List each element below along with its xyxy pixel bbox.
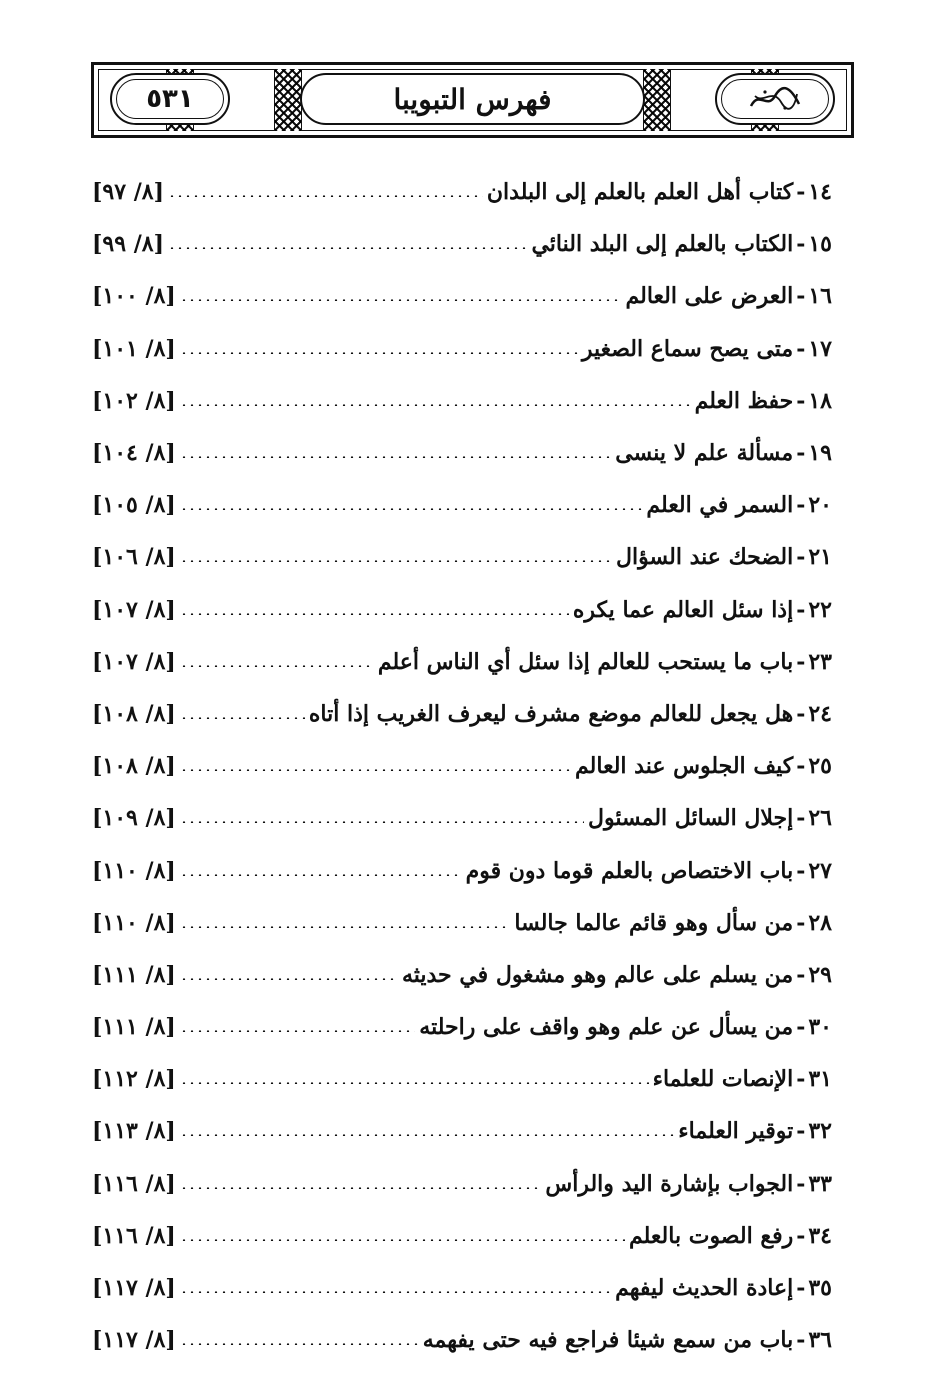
dot-leader: [180, 1030, 415, 1032]
entry-reference: [٨/ ١١٦]: [92, 1222, 176, 1249]
entry-title: رفع الصوت بالعلم: [629, 1222, 794, 1249]
entry-reference: [٨/ ٩٩]: [92, 231, 165, 258]
dot-leader: [180, 926, 511, 928]
dot-leader: [180, 874, 462, 876]
toc-entry: [92, 792, 832, 844]
entry-title: كتاب أهل العلم بالعلم إلى البلدان: [486, 179, 794, 206]
entry-title: باب الاختصاص بالعلم قوما دون قوم: [465, 857, 794, 884]
entry-dash: -: [796, 1222, 806, 1249]
entry-title: الكتاب بالعلم إلى البلد النائي: [531, 231, 794, 258]
entry-reference: [٨/ ١٠٦]: [92, 544, 176, 571]
entry-dash: -: [796, 1014, 806, 1041]
entry-dash: -: [796, 1118, 806, 1145]
entry-reference: [٨/ ١٠٨]: [92, 700, 176, 727]
dot-leader: [180, 508, 643, 510]
dot-leader: [180, 769, 571, 771]
entry-dash: -: [796, 1327, 806, 1354]
entry-reference: [٨/ ١١١]: [92, 1014, 176, 1041]
dot-leader: [180, 821, 584, 823]
entry-reference: [٨/ ١٠١]: [92, 335, 176, 362]
toc-entry: [92, 479, 832, 531]
entry-number: ٣٢: [808, 1118, 832, 1145]
title-cartouche: [300, 73, 645, 125]
entry-dash: -: [796, 1170, 806, 1197]
toc-entry: [92, 427, 832, 479]
entry-title: حفظ العلم: [694, 387, 794, 414]
dot-leader: [180, 456, 611, 458]
entry-reference: [٨/ ١١١]: [92, 961, 176, 988]
entry-dash: -: [796, 961, 806, 988]
dot-leader: [180, 299, 622, 301]
entry-number: ٣٤: [808, 1222, 832, 1249]
entry-dash: -: [796, 231, 806, 258]
entry-reference: [٨/ ١٠٠]: [92, 283, 176, 310]
entry-title: مسألة علم لا ينسى: [615, 440, 794, 467]
entry-title: إجلال السائل المسئول: [588, 805, 794, 832]
entry-number: ٣٠: [808, 1014, 832, 1041]
entry-reference: [٨/ ١١٧]: [92, 1275, 176, 1302]
toc-entry: [92, 897, 832, 949]
toc-entry: [92, 688, 832, 740]
ornament-band-left-inner: [274, 69, 302, 131]
dot-leader: [180, 665, 374, 667]
dot-leader: [168, 247, 527, 249]
entry-number: ١٨: [808, 387, 832, 414]
dot-leader: [180, 1187, 542, 1189]
entry-reference: [٨/ ١١٧]: [92, 1327, 176, 1354]
toc-entry: [92, 270, 832, 322]
entry-title: توقير العلماء: [678, 1118, 794, 1145]
toc-entry: [92, 531, 832, 583]
page-number: ٥٣١: [146, 84, 194, 114]
entry-dash: -: [796, 857, 806, 884]
entry-title: هل يجعل للعالم موضع مشرف ليعرف الغريب إذا أتاه: [308, 700, 794, 727]
entry-reference: [٨/ ١١٢]: [92, 1066, 176, 1093]
entry-dash: -: [796, 335, 806, 362]
entry-title: من سأل وهو قائم عالما جالسا: [514, 909, 794, 936]
entry-number: ١٩: [808, 440, 832, 467]
entry-reference: [٨/ ١١٠]: [92, 909, 176, 936]
entry-number: ٢٠: [808, 492, 832, 519]
entry-number: ٢٧: [808, 857, 832, 884]
entry-number: ٢٣: [808, 648, 832, 675]
entry-dash: -: [796, 1066, 806, 1093]
dot-leader: [180, 613, 569, 615]
entry-reference: [٨/ ١٠٩]: [92, 805, 176, 832]
entry-number: ٣٦: [808, 1327, 832, 1354]
entry-reference: [٨/ ١١٦]: [92, 1170, 176, 1197]
entry-number: ٢٨: [808, 909, 832, 936]
logo-seal: [715, 73, 835, 125]
entry-number: ١٧: [808, 335, 832, 362]
dot-leader: [180, 404, 691, 406]
entry-dash: -: [796, 596, 806, 623]
dot-leader: [180, 352, 578, 354]
entry-title: الإنصات للعلماء: [652, 1066, 794, 1093]
toc-entry: [92, 1210, 832, 1262]
entry-number: ٣٣: [808, 1170, 832, 1197]
dot-leader: [180, 1082, 649, 1084]
toc-entry: [92, 1105, 832, 1157]
entry-title: إذا سئل العالم عما يكره: [572, 596, 794, 623]
entry-reference: [٨/ ١١٠]: [92, 857, 176, 884]
entry-dash: -: [796, 753, 806, 780]
entry-title: باب ما يستحب للعالم إذا سئل أي الناس أعلم: [377, 648, 794, 675]
entry-dash: -: [796, 909, 806, 936]
entry-number: ٣٥: [808, 1275, 832, 1302]
entry-dash: -: [796, 179, 806, 206]
toc-entry: [92, 636, 832, 688]
entry-number: ٣١: [808, 1066, 832, 1093]
entry-dash: -: [796, 387, 806, 414]
dot-leader: [180, 1291, 611, 1293]
calligraphy-seal-icon: [745, 84, 805, 114]
toc-list: [92, 166, 832, 1366]
entry-dash: -: [796, 805, 806, 832]
entry-reference: [٨/ ١٠٧]: [92, 596, 176, 623]
ornament-band-right-inner: [643, 69, 671, 131]
entry-dash: -: [796, 283, 806, 310]
toc-entry: [92, 218, 832, 270]
toc-entry: [92, 844, 832, 896]
toc-entry: [92, 584, 832, 636]
entry-reference: [٨/ ١٠٥]: [92, 492, 176, 519]
entry-reference: [٨/ ١٠٢]: [92, 387, 176, 414]
toc-entry: [92, 740, 832, 792]
dot-leader: [180, 1343, 419, 1345]
toc-entry: [92, 166, 832, 218]
entry-number: ٢٦: [808, 805, 832, 832]
entry-dash: -: [796, 648, 806, 675]
entry-reference: [٨/ ١١٣]: [92, 1118, 176, 1145]
entry-reference: [٨/ ١٠٤]: [92, 440, 176, 467]
entry-reference: [٨/ ٩٧]: [92, 179, 165, 206]
entry-title: من يسلم على عالم وهو مشغول في حديثه: [401, 961, 794, 988]
page-number-seal: [110, 73, 230, 125]
toc-entry: [92, 375, 832, 427]
entry-number: ٢٤: [808, 700, 832, 727]
toc-entry: [92, 1314, 832, 1366]
entry-title: الضحك عند السؤال: [616, 544, 794, 571]
toc-entry: [92, 1262, 832, 1314]
entry-number: ١٤: [808, 179, 832, 206]
entry-reference: [٨/ ١٠٨]: [92, 753, 176, 780]
dot-leader: [180, 560, 612, 562]
entry-reference: [٨/ ١٠٧]: [92, 648, 176, 675]
toc-entry: [92, 323, 832, 375]
page-title: فهرس التبويبا: [393, 82, 552, 116]
entry-title: إعادة الحديث ليفهم: [615, 1275, 794, 1302]
page-header: [91, 62, 854, 138]
entry-number: ٢٥: [808, 753, 832, 780]
toc-entry: [92, 1053, 832, 1105]
entry-number: ١٦: [808, 283, 832, 310]
dot-leader: [168, 195, 483, 197]
entry-title: الجواب بإشارة اليد والرأس: [545, 1170, 794, 1197]
entry-number: ٢١: [808, 544, 832, 571]
toc-entry: [92, 1158, 832, 1210]
toc-entry: [92, 949, 832, 1001]
entry-dash: -: [796, 544, 806, 571]
entry-title: من يسأل عن علم وهو واقف على راحلته: [419, 1014, 794, 1041]
dot-leader: [180, 717, 305, 719]
entry-title: العرض على العالم: [625, 283, 794, 310]
entry-title: باب من سمع شيئا فراجع فيه حتى يفهمه: [422, 1327, 794, 1354]
entry-title: كيف الجلوس عند العالم: [575, 753, 794, 780]
dot-leader: [180, 978, 398, 980]
toc-entry: [92, 1001, 832, 1053]
dot-leader: [180, 1239, 625, 1241]
entry-title: السمر في العلم: [646, 492, 794, 519]
entry-number: ٢٩: [808, 961, 832, 988]
entry-number: ٢٢: [808, 596, 832, 623]
entry-number: ١٥: [808, 231, 832, 258]
entry-dash: -: [796, 1275, 806, 1302]
entry-dash: -: [796, 440, 806, 467]
entry-dash: -: [796, 492, 806, 519]
dot-leader: [180, 1134, 674, 1136]
entry-title: متى يصح سماع الصغير: [581, 335, 794, 362]
entry-dash: -: [796, 700, 806, 727]
